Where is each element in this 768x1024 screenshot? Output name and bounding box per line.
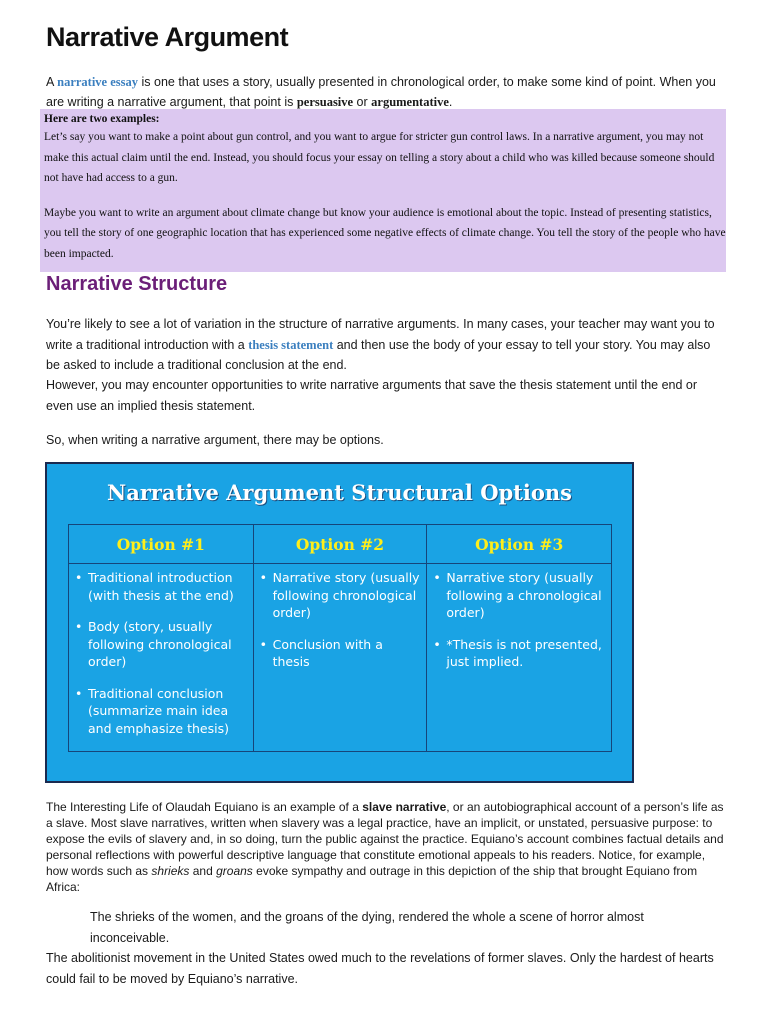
option-2-list [258, 569, 421, 671]
intro-paragraph [46, 72, 726, 112]
argumentative-term: argumentative [371, 95, 449, 109]
list-item: • Conclusion with a thesis [258, 636, 421, 671]
groans-term: groans [216, 864, 253, 878]
options-header-row [69, 525, 612, 564]
options-table [68, 524, 612, 752]
intro-text-a: A [46, 75, 58, 89]
structure-text-b: and then use the body of your essay to tell your story. You may also be asked to include a traditional conclusion at the end. [46, 337, 711, 372]
option-2-header: Option #2 [253, 525, 427, 564]
option-3-header: Option #3 [427, 525, 612, 564]
option-3-cell [427, 564, 612, 752]
example-climate-change: Maybe you want to write an argument about climate change but know your audience is emotional about the topic. Instead of presenting statistics, you tell the story of one geographic location that has experienced some negative effects of climate change. You tell the story of the people who have been impacted. [44, 206, 726, 260]
examples-heading: Here are two examples: [44, 113, 160, 125]
structure-paragraph-3: So, when writing a narrative argument, there may be options. [46, 433, 384, 447]
list-item: • *Thesis is not presented, just implied. [431, 636, 605, 671]
option-3-list [431, 569, 605, 671]
list-item: • Narrative story (usually following chronological order) [258, 569, 421, 622]
option-2-cell [253, 564, 427, 752]
structure-paragraph-2: However, you may encounter opportunities to write narrative arguments that save the thesis statement until the end or even use an implied thesis statement. [46, 378, 698, 413]
page-title: Narrative Argument [46, 22, 289, 52]
slave-narrative-term: slave narrative [362, 800, 447, 814]
equiano-text-c: and [189, 864, 217, 878]
option-1-list [73, 569, 247, 737]
intro-text-b: is one that uses a story, usually presented in chronological order, to make some kind of point. When you are writing a narrative argument, that point is [46, 75, 716, 109]
narrative-essay-link[interactable]: narrative essay [57, 75, 139, 89]
equiano-text-a: The Interesting Life of Olaudah Equiano is an example of a [46, 800, 363, 814]
intro-text-d: . [448, 95, 453, 109]
thesis-statement-link[interactable]: thesis statement [248, 337, 334, 352]
list-item: • Traditional conclusion (summarize main idea and emphasize thesis) [73, 685, 247, 738]
structure-text-a: You’re likely to see a lot of variation in the structure of narrative arguments. In many cases, your teacher may want you to write a traditional introduction with a [46, 317, 715, 352]
intro-text-c: or [353, 95, 372, 109]
list-item: • Body (story, usually following chronological order) [73, 618, 247, 671]
equiano-text-d: evoke sympathy and outrage in this depiction of the ship that brought Equiano from Africa: [46, 864, 698, 894]
shrieks-term: shrieks [151, 864, 190, 878]
block-quote: The shrieks of the women, and the groans of the dying, rendered the whole a scene of horror almost inconceivable. [90, 910, 644, 945]
section-heading-narrative-structure: Narrative Structure [46, 273, 228, 295]
list-item: • Narrative story (usually following a chronological order) [431, 569, 605, 622]
options-title: Narrative Argument Structural Options [107, 480, 572, 505]
structure-paragraph-1 [46, 314, 726, 376]
option-1-header: Option #1 [69, 525, 254, 564]
equiano-text-b: , or an autobiographical account of a person’s life as a slave. Most slave narratives, written when slavery was a legal practice, have an implicit, or unstated, persuasive purpose: to expose the evils of slavery and, in so doing, turn the public against the practice. Equiano’s account combines factual details and personal reflections with powerful descriptive language that constitute emotional appeals to his readers. Notice, for example, how words such as [46, 800, 724, 878]
equiano-paragraph [46, 799, 726, 895]
examples-box [40, 109, 726, 272]
option-1-cell [69, 564, 254, 752]
closing-paragraph: The abolitionist movement in the United States owed much to the revelations of former slaves. Only the hardest of hearts could fail to be moved by Equiano’s narrative. [46, 951, 714, 986]
structural-options-graphic [45, 462, 634, 783]
list-item: • Traditional introduction (with thesis at the end) [73, 569, 247, 604]
example-gun-control: Let’s say you want to make a point about gun control, and you want to argue for stricter gun control laws. In a narrative argument, you may not make this actual claim until the end. Instead, you should focus your essay on telling a story about a child who was killed because someone should not have had access to a gun. [44, 131, 715, 184]
persuasive-term: persuasive [296, 95, 354, 109]
options-body-row [69, 564, 612, 752]
